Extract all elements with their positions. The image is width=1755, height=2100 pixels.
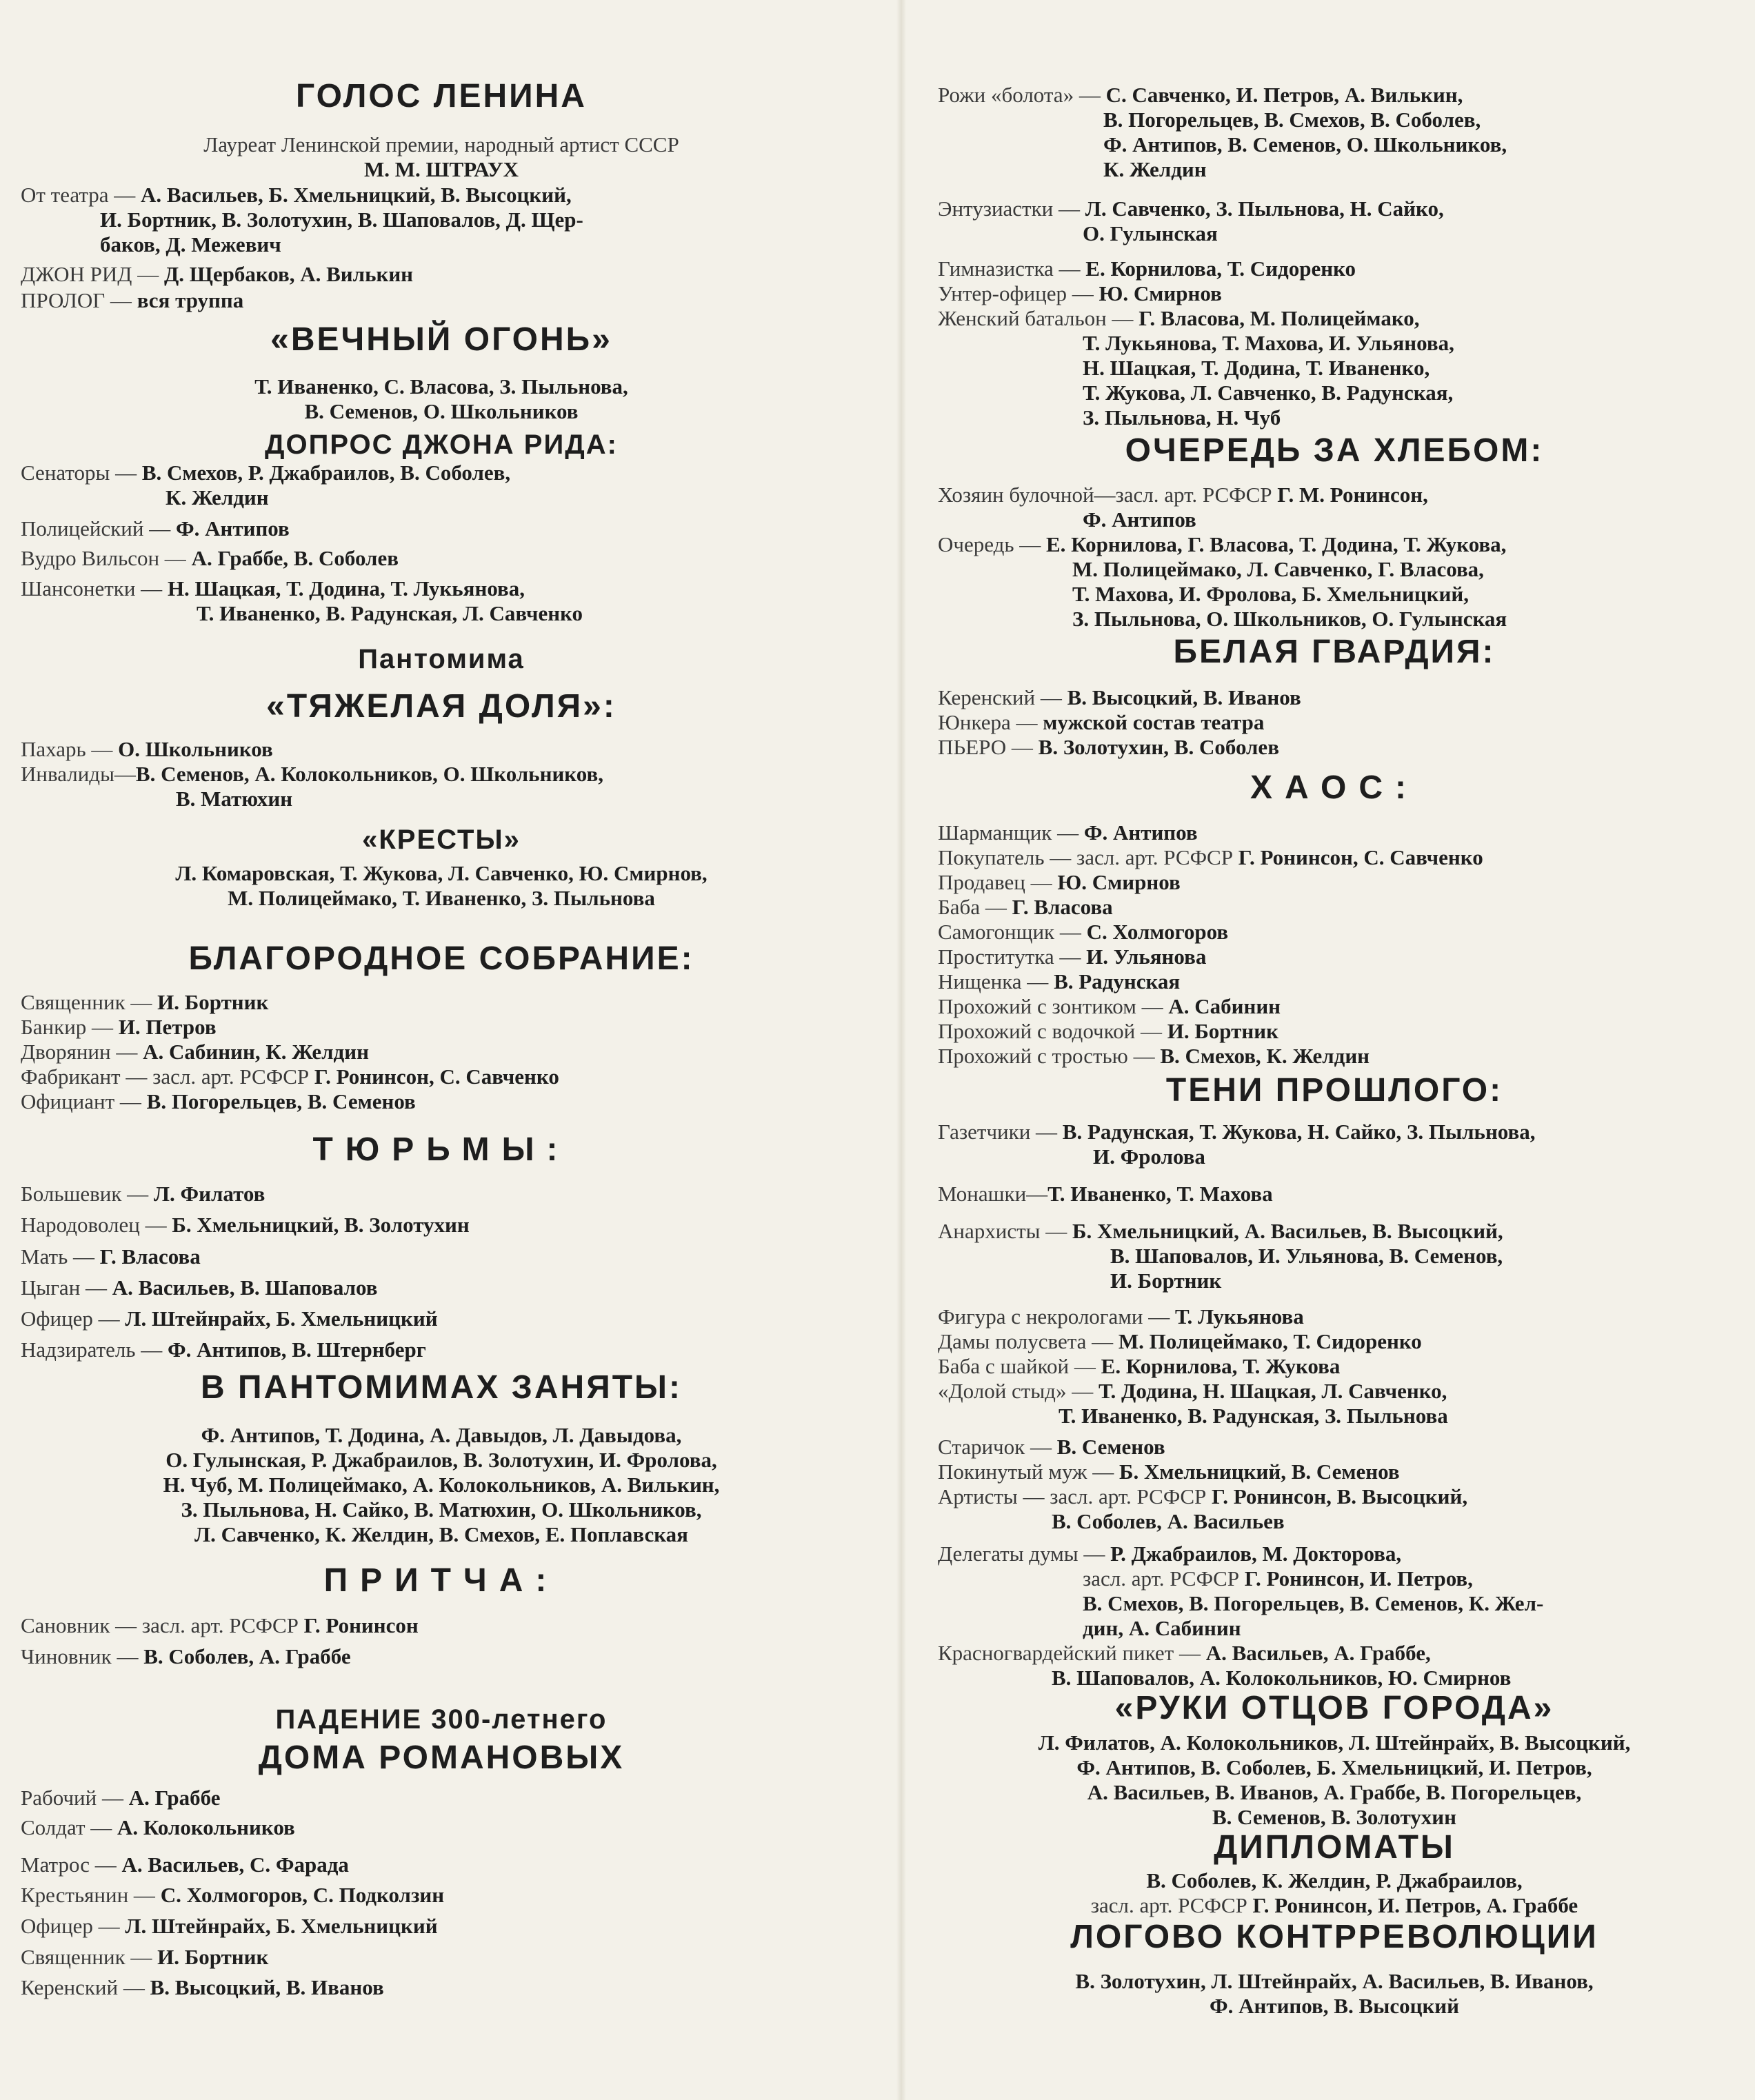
role-label: Цыган — bbox=[21, 1275, 112, 1300]
cast-names: Л. Комаровская, Т. Жукова, Л. Савченко, Ю. Смирнов, bbox=[175, 861, 708, 885]
cast-line bbox=[21, 1015, 862, 1040]
cast-line bbox=[938, 710, 1731, 735]
cast-line bbox=[938, 845, 1731, 870]
role-label: ДЖОН РИД — bbox=[21, 262, 164, 286]
section-heading: ПРИТЧА: bbox=[323, 1562, 559, 1599]
actor-names: Г. Ронинсон, В. Высоцкий, bbox=[1212, 1484, 1468, 1508]
cast-line bbox=[938, 507, 1731, 532]
actor-names: М. Полицеймако, Л. Савченко, Г. Власова, bbox=[1072, 557, 1484, 581]
role-label: Старичок — bbox=[938, 1435, 1057, 1459]
cast-line bbox=[938, 994, 1731, 1019]
role-label: Крестьянин — bbox=[21, 1883, 161, 1907]
actor-names: А. Васильев, Б. Хмельницкий, В. Высоцкий, bbox=[141, 183, 572, 207]
section-heading: ЛОГОВО КОНТРРЕВОЛЮЦИИ bbox=[1070, 1919, 1598, 1955]
section-heading: ДОМА РОМАНОВЫХ bbox=[258, 1739, 625, 1776]
role-label: Мать — bbox=[21, 1244, 100, 1269]
role-label: Официант — bbox=[21, 1089, 147, 1113]
section-heading: ХАОС: bbox=[1250, 769, 1419, 806]
actor-names: И. Фролова bbox=[1093, 1144, 1205, 1169]
actor-names: Л. Савченко, З. Пыльнова, Н. Сайко, bbox=[1085, 196, 1444, 221]
section-heading: «РУКИ ОТЦОВ ГОРОДА» bbox=[1114, 1690, 1554, 1726]
cast-line bbox=[938, 1509, 1731, 1534]
cast-line bbox=[21, 1852, 862, 1877]
section-heading: ГОЛОС ЛЕНИНА bbox=[296, 78, 587, 114]
actor-names: Н. Шацкая, Т. Додина, Т. Лукьянова, bbox=[167, 576, 525, 600]
role-label: Дворянин — bbox=[21, 1040, 143, 1064]
cast-line bbox=[938, 1019, 1731, 1044]
cast-line bbox=[21, 1089, 862, 1114]
cast-line bbox=[938, 1244, 1731, 1269]
actor-names: вся труппа bbox=[137, 288, 244, 312]
section-heading: ОЧЕРЕДЬ ЗА ХЛЕБОМ: bbox=[1125, 432, 1544, 469]
cast-line bbox=[938, 356, 1731, 381]
section-heading: «ТЯЖЕЛАЯ ДОЛЯ»: bbox=[266, 688, 616, 725]
role-label: Офицер — bbox=[21, 1914, 126, 1938]
actor-names: С. Холмогоров, С. Подколзин bbox=[160, 1883, 445, 1907]
actor-names: Е. Корнилова, Т. Сидоренко bbox=[1085, 256, 1356, 281]
actor-names: Б. Хмельницкий, А. Васильев, В. Высоцкий, bbox=[1072, 1219, 1503, 1243]
role-label: Народоволец — bbox=[21, 1213, 172, 1237]
section-heading: ТЮРЬМЫ: bbox=[312, 1131, 570, 1168]
actor-names: С. Савченко, И. Петров, А. Вилькин, bbox=[1105, 83, 1463, 107]
cast-line bbox=[938, 1182, 1731, 1207]
actor-names: дин, А. Сабинин bbox=[1083, 1616, 1241, 1640]
actor-names: Н. Шацкая, Т. Додина, Т. Иваненко, bbox=[1083, 356, 1430, 380]
actor-names: В. Семенов bbox=[1056, 1435, 1165, 1459]
actor-names: О. Школьников bbox=[118, 737, 273, 761]
cast-names: Г. Ронинсон, И. Петров, А. Граббе bbox=[1252, 1893, 1578, 1917]
actor-names: С. Холмогоров bbox=[1086, 920, 1229, 944]
cast-names: З. Пыльнова, Н. Сайко, В. Матюхин, О. Школьников, bbox=[181, 1497, 702, 1522]
cast-line bbox=[938, 735, 1731, 760]
actor-names: Г. Власова bbox=[99, 1244, 201, 1269]
role-label: Покупатель — засл. арт. РСФСР bbox=[938, 845, 1238, 869]
cast-line bbox=[938, 870, 1731, 895]
cast-line bbox=[938, 685, 1731, 710]
cast-names: В. Соболев, К. Желдин, Р. Джабраилов, bbox=[1146, 1868, 1523, 1892]
cast-names-centered bbox=[21, 157, 862, 182]
actor-names: В. Соболев, А. Граббе bbox=[143, 1644, 351, 1668]
cast-line bbox=[21, 762, 862, 787]
actor-names: баков, Д. Межевич bbox=[100, 232, 281, 256]
cast-names-centered bbox=[938, 1868, 1731, 1893]
cast-line bbox=[938, 108, 1731, 132]
cast-line bbox=[21, 1914, 862, 1939]
cast-line bbox=[938, 196, 1731, 221]
role-label: Унтер-офицер — bbox=[938, 281, 1099, 305]
actor-names: Т. Махова, И. Фролова, Б. Хмельницкий, bbox=[1072, 582, 1470, 606]
cast-line bbox=[21, 787, 862, 811]
actor-names: Г. Ронинсон, С. Савченко bbox=[1238, 845, 1483, 869]
role-label: ПРОЛОГ — bbox=[21, 288, 137, 312]
cast-line bbox=[938, 83, 1731, 108]
role-label: Матрос — bbox=[21, 1852, 122, 1877]
actor-names: Т. Лукьянова bbox=[1174, 1304, 1304, 1329]
cast-line bbox=[21, 1815, 862, 1840]
actor-names: З. Пыльнова, О. Школьников, О. Гулынская bbox=[1072, 607, 1507, 631]
role-label: Надзиратель — bbox=[21, 1337, 168, 1362]
section-heading: БЕЛАЯ ГВАРДИЯ: bbox=[1173, 634, 1496, 670]
cast-line bbox=[938, 1304, 1731, 1329]
role-label: Полицейский — bbox=[21, 516, 176, 541]
section-heading: Пантомима bbox=[358, 644, 525, 674]
cast-names: Н. Чуб, М. Полицеймако, А. Колокольников, А. Вилькин, bbox=[163, 1473, 720, 1497]
cast-line bbox=[21, 1644, 862, 1669]
role-label: Большевик — bbox=[21, 1182, 154, 1206]
cast-line bbox=[21, 1064, 862, 1089]
actor-names: Ф. Антипов bbox=[175, 516, 290, 541]
actor-names: И. Петров bbox=[118, 1015, 217, 1039]
cast-names: Ф. Антипов, Т. Додина, А. Давыдов, Л. Давыдова, bbox=[201, 1423, 682, 1447]
role-label: Священник — bbox=[21, 990, 158, 1014]
role-label: Офицер — bbox=[21, 1306, 126, 1331]
cast-line bbox=[21, 232, 862, 257]
role-label: Сенаторы — bbox=[21, 461, 142, 485]
actor-names: Т. Иваненко, В. Радунская, Л. Савченко bbox=[197, 601, 583, 625]
role-label: Рабочий — bbox=[21, 1786, 129, 1810]
cast-line bbox=[938, 1616, 1731, 1641]
role-label: Хозяин булочной—засл. арт. РСФСР bbox=[938, 483, 1278, 507]
actor-names: И. Бортник, В. Золотухин, В. Шаповалов, Д. Щер- bbox=[100, 208, 583, 232]
role-label: Прохожий с тростью — bbox=[938, 1044, 1161, 1068]
cast-names: В. Золотухин, Л. Штейнрайх, А. Васильев, В. Иванов, bbox=[1075, 1969, 1594, 1993]
actor-names: мужской состав театра bbox=[1043, 710, 1265, 734]
cast-line bbox=[938, 1566, 1731, 1591]
cast-names-centered bbox=[938, 1780, 1731, 1805]
cast-names: М. М. ШТРАУХ bbox=[363, 157, 519, 181]
cast-line bbox=[21, 485, 862, 510]
cast-names-centered bbox=[938, 1969, 1731, 1994]
role-label: Энтузиастки — bbox=[938, 196, 1085, 221]
cast-line bbox=[938, 1666, 1731, 1690]
role-label: Красногвардейский пикет — bbox=[938, 1641, 1206, 1665]
actor-names: А. Сабинин bbox=[1168, 994, 1281, 1018]
cast-names-centered bbox=[938, 1730, 1731, 1755]
cast-names: В. Семенов, В. Золотухин bbox=[1212, 1805, 1457, 1829]
actor-names: Г. Власова bbox=[1012, 895, 1113, 919]
actor-names: А. Васильев, А. Граббе, bbox=[1205, 1641, 1431, 1665]
actor-names: Б. Хмельницкий, В. Золотухин bbox=[172, 1213, 470, 1237]
actor-names: В. Погорельцев, В. Смехов, В. Соболев, bbox=[1103, 108, 1481, 132]
actor-names: Е. Корнилова, Г. Власова, Т. Додина, Т. Жукова, bbox=[1046, 532, 1507, 556]
actor-names: А. Сабинин, К. Желдин bbox=[143, 1040, 369, 1064]
cast-line bbox=[938, 405, 1731, 430]
role-label: От театра — bbox=[21, 183, 141, 207]
cast-names: В. Семенов, О. Школьников bbox=[304, 399, 579, 423]
cast-names-centered bbox=[21, 374, 862, 399]
actor-names: Л. Штейнрайх, Б. Хмельницкий bbox=[125, 1306, 438, 1331]
section-heading: ДИПЛОМАТЫ bbox=[1214, 1829, 1455, 1866]
actor-names: В. Высоцкий, В. Иванов bbox=[150, 1975, 384, 1999]
cast-line bbox=[21, 516, 862, 541]
section-heading: ДОПРОС ДЖОНА РИДА: bbox=[265, 430, 618, 460]
cast-names-centered bbox=[21, 886, 862, 911]
role-label: Солдат — bbox=[21, 1815, 118, 1839]
cast-line bbox=[938, 1354, 1731, 1379]
actor-names: Г. Ронинсон, С. Савченко bbox=[314, 1064, 559, 1089]
cast-line bbox=[938, 132, 1731, 157]
actor-names: Т. Жукова, Л. Савченко, В. Радунская, bbox=[1083, 381, 1454, 405]
role-label: Шансонетки — bbox=[21, 576, 168, 600]
role-label: Покинутый муж — bbox=[938, 1460, 1119, 1484]
actor-names: К. Желдин bbox=[166, 485, 269, 509]
cast-line bbox=[938, 582, 1731, 607]
cast-line bbox=[938, 895, 1731, 920]
actor-names: И. Бортник bbox=[1167, 1019, 1278, 1043]
actor-names: В. Смехов, В. Погорельцев, В. Семенов, К. Жел- bbox=[1083, 1591, 1544, 1615]
actor-names: В. Радунская bbox=[1054, 969, 1181, 993]
actor-names: И. Ульянова bbox=[1086, 945, 1207, 969]
cast-line bbox=[21, 601, 862, 626]
role-label: Керенский — bbox=[938, 685, 1067, 709]
actor-names: А. Васильев, В. Шаповалов bbox=[112, 1275, 378, 1300]
cast-line bbox=[938, 1044, 1731, 1069]
section-heading: «КРЕСТЫ» bbox=[362, 825, 521, 855]
cast-line bbox=[938, 157, 1731, 182]
actor-names: Б. Хмельницкий, В. Семенов bbox=[1119, 1460, 1400, 1484]
cast-line bbox=[21, 737, 862, 762]
cast-names: А. Васильев, В. Иванов, А. Граббе, В. Погорельцев, bbox=[1087, 1780, 1582, 1804]
role-label: Банкир — bbox=[21, 1015, 119, 1039]
cast-line bbox=[938, 256, 1731, 281]
cast-line bbox=[21, 546, 862, 571]
actor-names: В. Золотухин, В. Соболев bbox=[1038, 735, 1279, 759]
cast-line bbox=[21, 1040, 862, 1064]
actor-names: Д. Щербаков, А. Вилькин bbox=[163, 262, 414, 286]
actor-names: И. Бортник bbox=[157, 990, 269, 1014]
role-label: Священник — bbox=[21, 1945, 158, 1969]
role-label: Женский батальон — bbox=[938, 306, 1139, 330]
cast-names: Л. Савченко, К. Желдин, В. Смехов, Е. Поплавская bbox=[194, 1522, 688, 1546]
actor-names: К. Желдин bbox=[1103, 157, 1207, 181]
cast-names-centered bbox=[21, 399, 862, 424]
actor-names: Л. Филатов bbox=[153, 1182, 265, 1206]
cast-line bbox=[938, 945, 1731, 969]
role-label: Артисты — засл. арт. РСФСР bbox=[938, 1484, 1212, 1508]
role-label: Сановник — засл. арт. РСФСР bbox=[21, 1613, 304, 1637]
actor-names: В. Радунская, Т. Жукова, Н. Сайко, З. Пыльнова, bbox=[1062, 1120, 1536, 1144]
actor-names: В. Смехов, К. Желдин bbox=[1160, 1044, 1370, 1068]
cast-line bbox=[21, 1213, 862, 1238]
role-prefix: Лауреат Ленинской премии, народный артист СССР bbox=[203, 132, 679, 157]
role-label: Прохожий с водочкой — bbox=[938, 1019, 1167, 1043]
cast-line bbox=[21, 1275, 862, 1300]
role-label: Монашки— bbox=[938, 1182, 1048, 1206]
cast-line bbox=[21, 208, 862, 232]
page-fold bbox=[896, 0, 906, 2100]
role-label: Шарманщик — bbox=[938, 820, 1084, 845]
cast-line bbox=[938, 1120, 1731, 1144]
cast-names: Ф. Антипов, В. Соболев, Б. Хмельницкий, И. Петров, bbox=[1076, 1755, 1592, 1779]
actor-names: Т. Лукьянова, Т. Махова, И. Ульянова, bbox=[1083, 331, 1454, 355]
actor-names: В. Соболев, А. Васильев bbox=[1052, 1509, 1285, 1533]
actor-names: В. Смехов, Р. Джабраилов, В. Соболев, bbox=[141, 461, 511, 485]
actor-names: А. Колокольников bbox=[117, 1815, 295, 1839]
cast-line bbox=[938, 331, 1731, 356]
section-heading: ТЕНИ ПРОШЛОГО: bbox=[1165, 1072, 1503, 1109]
cast-names-centered bbox=[938, 1805, 1731, 1830]
cast-line bbox=[938, 532, 1731, 557]
cast-line bbox=[938, 820, 1731, 845]
role-label: Пахарь — bbox=[21, 737, 119, 761]
role-label: Самогонщик — bbox=[938, 920, 1087, 944]
actor-names: Ф. Антипов, В. Семенов, О. Школьников, bbox=[1103, 132, 1507, 157]
actor-names: А. Граббе, В. Соболев bbox=[191, 546, 399, 570]
role-label: Фабрикант — засл. арт. РСФСР bbox=[21, 1064, 314, 1089]
actor-names: Т. Додина, Н. Шацкая, Л. Савченко, bbox=[1098, 1379, 1447, 1403]
actor-names: Л. Штейнрайх, Б. Хмельницкий bbox=[125, 1914, 438, 1938]
cast-line bbox=[21, 288, 862, 313]
actor-names: А. Васильев, С. Фарада bbox=[121, 1852, 349, 1877]
cast-line bbox=[938, 920, 1731, 945]
cast-line bbox=[938, 607, 1731, 632]
actor-names: Е. Корнилова, Т. Жукова bbox=[1101, 1354, 1341, 1378]
role-label: Гимназистка — bbox=[938, 256, 1086, 281]
actor-names: В. Семенов, А. Колокольников, О. Школьников, bbox=[135, 762, 603, 786]
cast-line bbox=[21, 1786, 862, 1810]
cast-line bbox=[21, 1182, 862, 1207]
cast-line bbox=[938, 1542, 1731, 1566]
cast-line bbox=[938, 483, 1731, 507]
actor-names: Г. Власова, М. Полицеймако, bbox=[1139, 306, 1420, 330]
cast-names-centered bbox=[938, 1994, 1731, 2019]
actor-names: В. Матюхин bbox=[176, 787, 293, 811]
actor-names: Г. М. Ронинсон, bbox=[1277, 483, 1428, 507]
role-label: Делегаты думы — bbox=[938, 1542, 1111, 1566]
actor-names: Ф. Антипов bbox=[1083, 820, 1198, 845]
actor-names: Ф. Антипов bbox=[1083, 507, 1196, 532]
cast-names-centered bbox=[21, 1473, 862, 1497]
role-label: Чиновник — bbox=[21, 1644, 144, 1668]
cast-names-centered bbox=[938, 1893, 1731, 1918]
cast-line bbox=[938, 281, 1731, 306]
cast-line bbox=[938, 1484, 1731, 1509]
role-label: Баба с шайкой — bbox=[938, 1354, 1101, 1378]
cast-line bbox=[938, 969, 1731, 994]
cast-line bbox=[21, 1975, 862, 2000]
cast-line bbox=[21, 576, 862, 601]
cast-line bbox=[938, 1435, 1731, 1460]
cast-line bbox=[938, 1591, 1731, 1616]
role-label: Очередь — bbox=[938, 532, 1046, 556]
cast-line bbox=[21, 262, 862, 287]
cast-names: О. Гулынская, Р. Джабраилов, В. Золотухин, И. Фролова, bbox=[166, 1448, 717, 1472]
role-label: Продавец — bbox=[938, 870, 1058, 894]
cast-line bbox=[938, 306, 1731, 331]
role-label: «Долой стыд» — bbox=[938, 1379, 1099, 1403]
cast-line bbox=[938, 1641, 1731, 1666]
cast-line bbox=[938, 381, 1731, 405]
cast-line bbox=[938, 1329, 1731, 1354]
section-heading: ПАДЕНИЕ 300-летнего bbox=[275, 1704, 608, 1735]
actor-names: И. Бортник bbox=[157, 1945, 269, 1969]
cast-names-centered bbox=[21, 132, 862, 157]
actor-names: В. Погорельцев, В. Семенов bbox=[146, 1089, 416, 1113]
cast-line bbox=[938, 1460, 1731, 1484]
role-prefix: засл. арт. РСФСР bbox=[1090, 1893, 1253, 1917]
actor-names: И. Бортник bbox=[1110, 1269, 1222, 1293]
actor-names: З. Пыльнова, Н. Чуб bbox=[1083, 405, 1281, 430]
actor-names: В. Шаповалов, А. Колокольников, Ю. Смирнов bbox=[1052, 1666, 1512, 1690]
section-heading: «ВЕЧНЫЙ ОГОНЬ» bbox=[270, 321, 612, 358]
role-label: Анархисты — bbox=[938, 1219, 1072, 1243]
section-heading: БЛАГОРОДНОЕ СОБРАНИЕ: bbox=[188, 940, 694, 977]
cast-line bbox=[21, 990, 862, 1015]
cast-names: Т. Иваненко, С. Власова, З. Пыльнова, bbox=[254, 374, 628, 398]
actor-names: Т. Иваненко, Т. Махова bbox=[1047, 1182, 1273, 1206]
actor-names: Ю. Смирнов bbox=[1099, 281, 1222, 305]
actor-names: Г. Ронинсон, И. Петров, bbox=[1244, 1566, 1473, 1591]
cast-line bbox=[938, 1269, 1731, 1293]
cast-line bbox=[938, 1219, 1731, 1244]
cast-line bbox=[938, 1379, 1731, 1404]
role-label: Проститутка — bbox=[938, 945, 1087, 969]
role-label: Прохожий с зонтиком — bbox=[938, 994, 1169, 1018]
cast-names: Л. Филатов, А. Колокольников, Л. Штейнрайх, В. Высоцкий, bbox=[1038, 1730, 1631, 1755]
actor-names: М. Полицеймако, Т. Сидоренко bbox=[1118, 1329, 1422, 1353]
cast-line bbox=[938, 1404, 1731, 1428]
actor-names: Т. Иваненко, В. Радунская, З. Пыльнова bbox=[1059, 1404, 1448, 1428]
cast-names-centered bbox=[21, 1497, 862, 1522]
cast-line bbox=[938, 557, 1731, 582]
actor-names: Ф. Антипов, В. Штернберг bbox=[168, 1337, 426, 1362]
cast-names-centered bbox=[21, 861, 862, 886]
role-label: Юнкера — bbox=[938, 710, 1043, 734]
cast-names: Ф. Антипов, В. Высоцкий bbox=[1209, 1994, 1460, 2018]
cast-line bbox=[21, 1306, 862, 1331]
role-label: Газетчики — bbox=[938, 1120, 1063, 1144]
role-label: Керенский — bbox=[21, 1975, 150, 1999]
cast-names-centered bbox=[21, 1423, 862, 1448]
role-label: Фигура с некрологами — bbox=[938, 1304, 1175, 1329]
cast-line bbox=[21, 1613, 862, 1638]
cast-names-centered bbox=[938, 1755, 1731, 1780]
role-label: Вудро Вильсон — bbox=[21, 546, 192, 570]
cast-line bbox=[21, 1244, 862, 1269]
cast-names-centered bbox=[21, 1522, 862, 1547]
actor-names: В. Высоцкий, В. Иванов bbox=[1067, 685, 1301, 709]
cast-line bbox=[21, 1883, 862, 1908]
cast-line bbox=[938, 221, 1731, 246]
actor-names: А. Граббе bbox=[128, 1786, 221, 1810]
role-label: Дамы полусвета — bbox=[938, 1329, 1119, 1353]
role-label: ПЬЕРО — bbox=[938, 735, 1039, 759]
actor-names: О. Гулынская bbox=[1083, 221, 1218, 245]
cast-line bbox=[21, 461, 862, 485]
role-label: засл. арт. РСФСР bbox=[1083, 1566, 1245, 1591]
cast-line bbox=[21, 183, 862, 208]
section-heading: В ПАНТОМИМАХ ЗАНЯТЫ: bbox=[201, 1369, 682, 1406]
actor-names: Р. Джабраилов, М. Докторова, bbox=[1110, 1542, 1402, 1566]
role-label: Инвалиды— bbox=[21, 762, 136, 786]
role-label: Баба — bbox=[938, 895, 1012, 919]
cast-names: М. Полицеймако, Т. Иваненко, З. Пыльнова bbox=[228, 886, 655, 910]
cast-names-centered bbox=[21, 1448, 862, 1473]
actor-names: Ю. Смирнов bbox=[1057, 870, 1181, 894]
role-label: Нищенка — bbox=[938, 969, 1054, 993]
role-label: Рожи «болота» — bbox=[938, 83, 1106, 107]
cast-line bbox=[938, 1144, 1731, 1169]
actor-names: В. Шаповалов, И. Ульянова, В. Семенов, bbox=[1110, 1244, 1503, 1268]
cast-line bbox=[21, 1945, 862, 1970]
cast-line bbox=[21, 1337, 862, 1362]
actor-names: Г. Ронинсон bbox=[303, 1613, 419, 1637]
